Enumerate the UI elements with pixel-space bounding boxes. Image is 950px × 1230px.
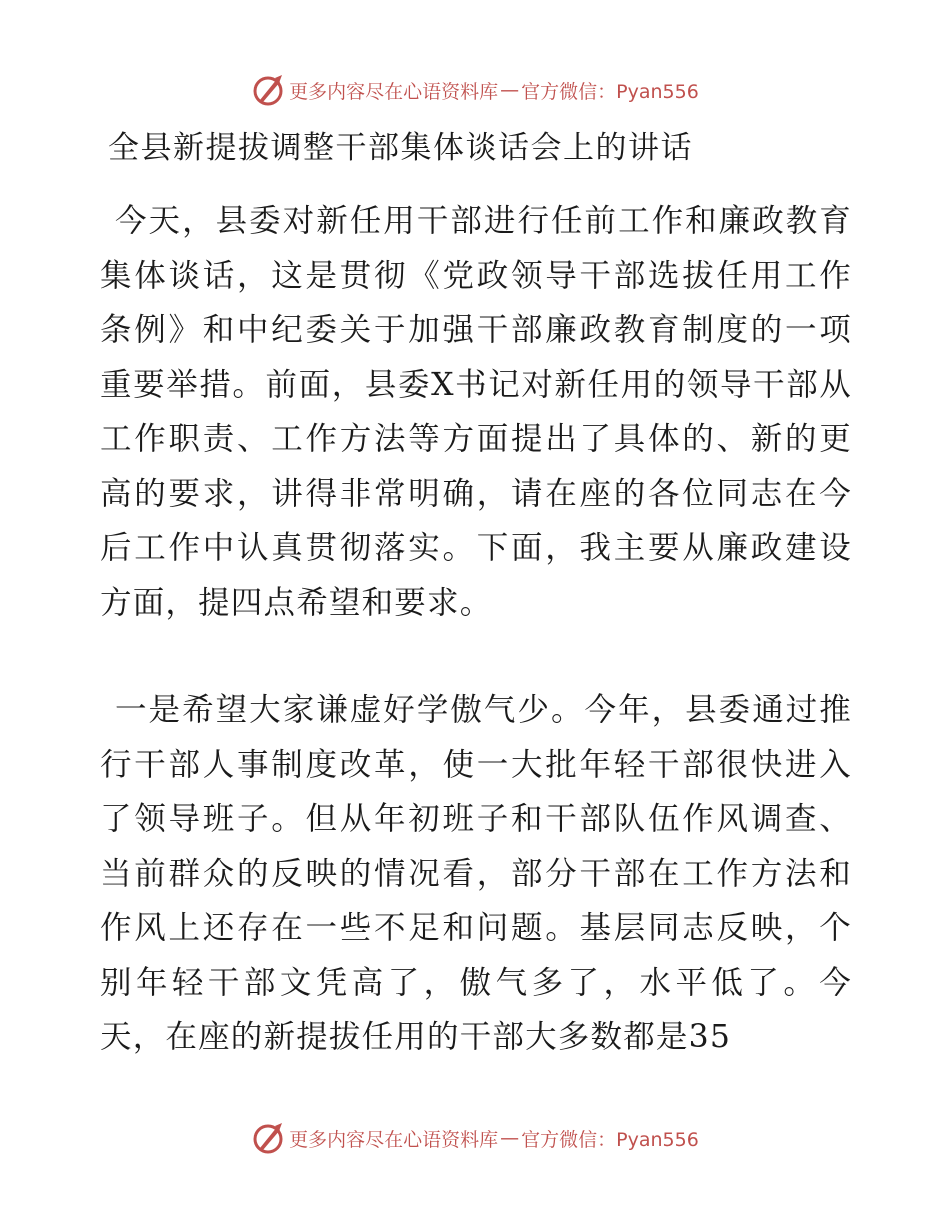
header-watermark: [0, 70, 950, 110]
watermark-text: 更多内容尽在心语资料库: [289, 1128, 499, 1151]
paragraph-point-one: 一是希望大家谦虚好学傲气少。今年，县委通过推行干部人事制度改革，使一大批年轻干部很快进入了领导班子。但从年初班子和干部队伍作风调查、当前群众的反映的情况看，部分干部在工作方法和作风上还存在一些不足和问题。基层同志反映，个别年轻干部文凭高了，傲气多了，水平低了。今天，在座的新提拔任用的干部大多数都是35: [100, 692, 852, 1055]
watermark-text: 更多内容尽在心语资料库: [289, 80, 499, 103]
quill-logo-icon: [251, 1121, 285, 1155]
quill-logo-icon: [251, 73, 285, 107]
paragraph-intro: 今天，县委对新任用干部进行任前工作和廉政教育集体谈话，这是贯彻《党政领导干部选拔任用工作条例》和中纪委关于加强干部廉政教育制度的一项重要举措。前面，县委X书记对新任用的领导干部从工作职责、工作方法等方面提出了具体的、新的更高的要求，讲得非常明确，请在座的各位同志在今后工作中认真贯彻落实。下面，我主要从廉政建设方面，提四点希望和要求。: [100, 203, 852, 621]
watermark-contact: 官方微信：Pyan556: [521, 80, 699, 103]
watermark-contact: 官方微信：Pyan556: [521, 1128, 699, 1151]
watermark-separator: —: [500, 79, 520, 101]
footer-watermark: [0, 1118, 950, 1158]
document-title: 全县新提拔调整干部集体谈话会上的讲话: [108, 130, 693, 166]
watermark-separator: —: [500, 1127, 520, 1149]
